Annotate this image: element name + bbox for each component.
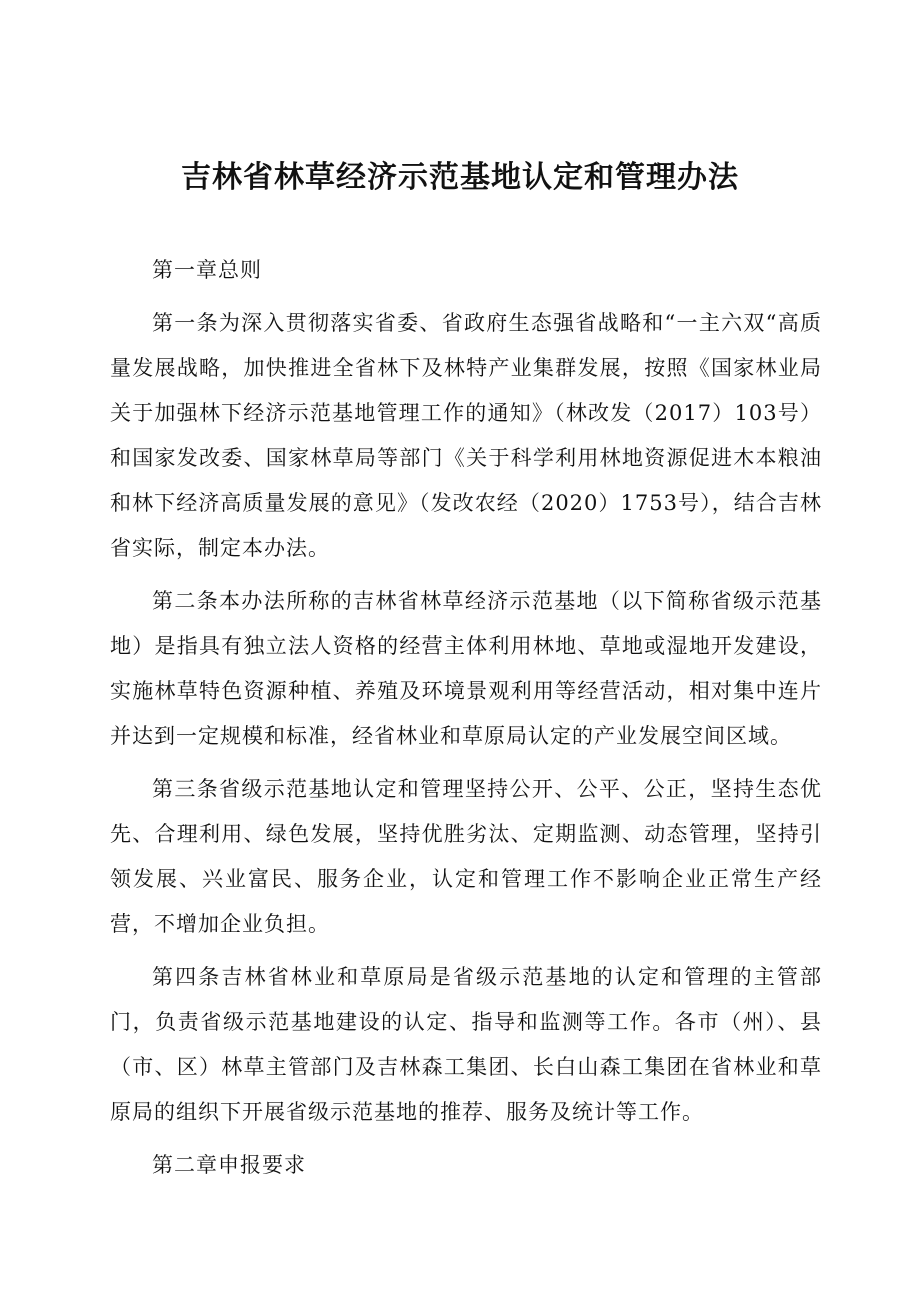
article-paragraph: 第三条省级示范基地认定和管理坚持公开、公平、公正，坚持生态优先、合理利用、绿色发展，坚持优胜劣汰、定期监测、动态管理，坚持引领发展、兴业富民、服务企业，认定和管理工作不影响企业正常生产经营，不增加企业负担。 [110,777,822,936]
document-body [110,248,822,1196]
article-paragraph: 第四条吉林省林业和草原局是省级示范基地的认定和管理的主管部门，负责省级示范基地建设的认定、指导和监测等工作。各市（州）、县（市、区）林草主管部门及吉林森工集团、长白山森工集团在省林业和草原局的组织下开展省级示范基地的推荐、服务及统计等工作。 [110,965,822,1124]
article-paragraph: 第二条本办法所称的吉林省林草经济示范基地（以下简称省级示范基地）是指具有独立法人资格的经营主体利用林地、草地或湿地开发建设，实施林草特色资源种植、养殖及环境景观利用等经营活动，相对集中连片并达到一定规模和标准，经省林业和草原局认定的产业发展空间区域。 [110,589,822,748]
document-title: 吉林省林草经济示范基地认定和管理办法 [181,160,739,195]
chapter-heading: 第一章总则 [152,258,262,282]
article-paragraph: 第一条为深入贯彻落实省委、省政府生态强省战略和“一主六双“高质量发展战略，加快推进全省林下及林特产业集群发展，按照《国家林业局关于加强林下经济示范基地管理工作的通知》（林改发（2017）103号）和国家发改委、国家林草局等部门《关于科学利用林地资源促进木本粮油和林下经济高质量发展的意见》（发改农经（2020）1753号），结合吉林省实际，制定本办法。 [110,311,822,560]
chapter-heading: 第二章申报要求 [152,1153,306,1177]
